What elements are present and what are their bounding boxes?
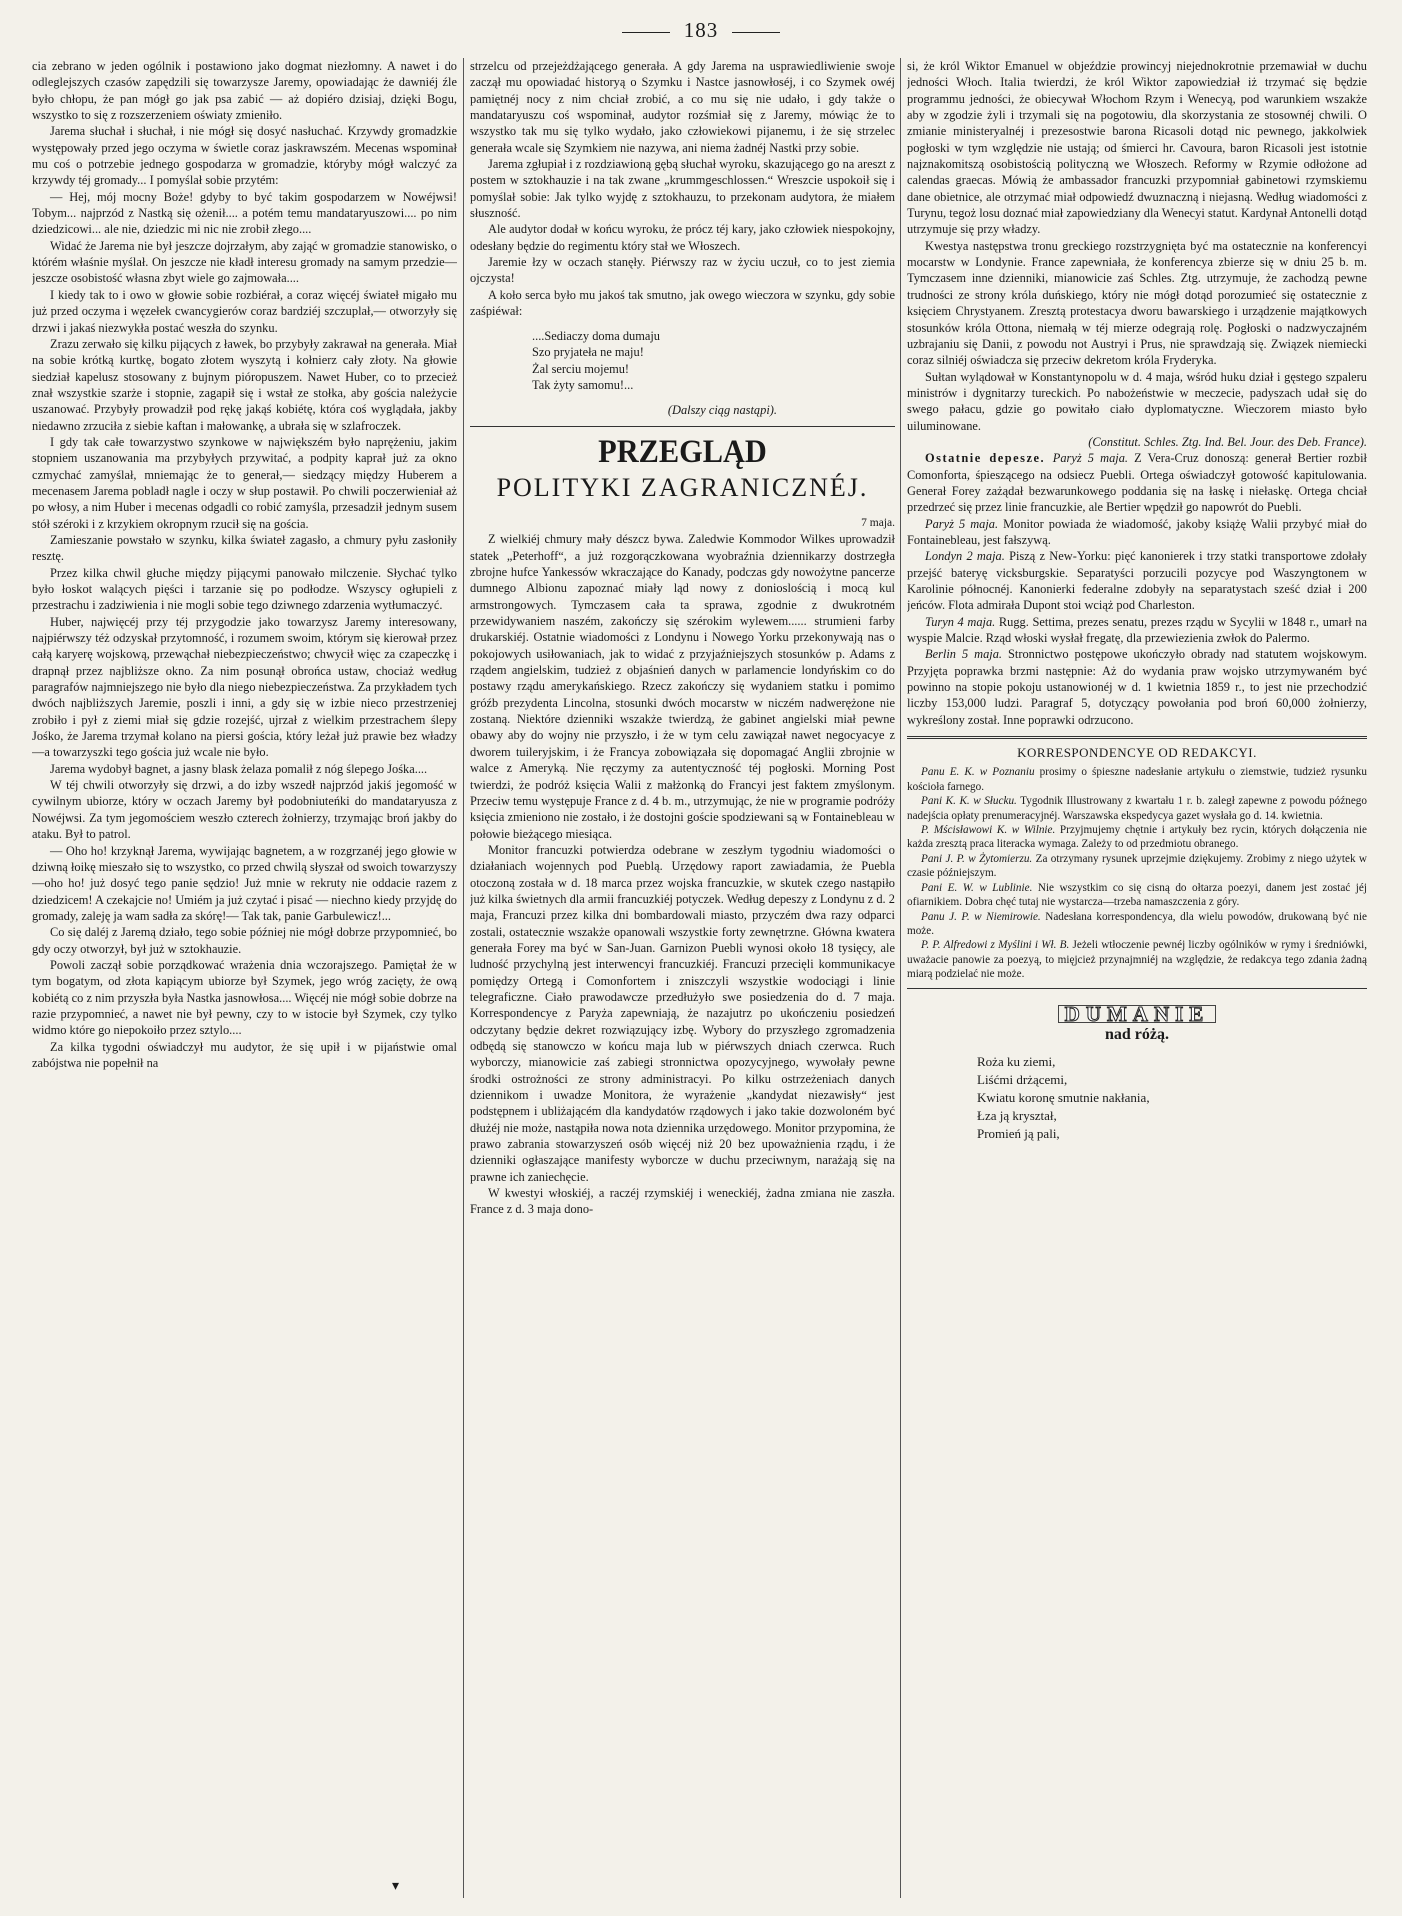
- paragraph: Zrazu zerwało się kilku pijących z ławek, bo przybyły zakrawał na generała. Miał na sobie krótką kurtkę, bogato złotem wyszytą i kołnierz cały złoty. Na głowie siedział kapelusz stosowany z bujnym pióropuszem. Nawet Huber, co to przecież znał wszystkie szarże i stopnie, zagapił się i wstał ze stołka, aby gościa należycie uszanować. Przybyły prowadził pod rękę jakąś kobiétę, która coś wyglądała, jakby niedawno zrzuciła z siebie kaftan i małowankę, a ubrała się w szlafroczek.: [32, 336, 457, 433]
- correspondence-addressee: P. Mścisławowi K. w Wilnie.: [921, 824, 1056, 837]
- correspondence-item: [907, 938, 1367, 981]
- dispatch: [907, 614, 1367, 647]
- correspondence-text: Tygodnik Illustrowany z kwartału 1 r. b. zaległ zapewne z powodu późnego nadejścia opłaty prenumeracyjnéj. Warszawska ekspedycya gazet wysłała go d. 14. kwietnia.: [907, 795, 1367, 822]
- song-line: Żal serciu mojemu!: [532, 361, 630, 376]
- song-line: ....Sediaczy doma dumaju: [532, 328, 661, 343]
- sources-note: (Constitut. Schles. Ztg. Ind. Bel. Jour. des Deb. France).: [1088, 434, 1367, 449]
- dispatches-label: Ostatnie depesze.: [925, 451, 1053, 466]
- paragraph: — Oho ho! krzyknął Jarema, wywijając bagnetem, a w rozgrzanéj jego głowie w dziwną łoikę mieszało się to wszystko, co przed chwilą słyszał od swoich towarzyszy—oho ho! już dosyć tego panie sędzio! Już mnie w rekruty nie oddacie razem z dziedzicem! A czekajcie no! Umiém ja już czytać i pisać — niechno kiedy przyjdę do gromady, zaleję ja wam sadła za skórę!— Tak tak, panie Garbulewicz!...: [32, 843, 457, 923]
- correspondence-item: [907, 765, 1367, 794]
- correspondence-item: [907, 823, 1367, 852]
- paragraph: Widać że Jarema nie był jeszcze dojrzałym, aby zająć w gromadzie stanowisko, o którém właśnie myślał. On jeszcze nie kładł interesu gromady na samym przedzie—jeszcze osobistość własna zbyt wiele go zajmowała....: [32, 238, 457, 286]
- paragraph: si, że król Wiktor Emanuel w objeździe prowincyj niejednokrotnie przemawiał w duchu jedności Włoch. Italia twierdzi, że król Wiktor zapowiedział iż trzymać się będzie programmu jedności, że obiecywał Włochom Rzym i Wenecyą, pod warunkiem wszakże aby w zgodzie żyli i trzymali się na pogotowiu, dla skorzystania ze stosownéj chwili. O zmianie ministeryalnéj i prezesostwie barona Ricasoli dotąd nic pewnego, jakkolwiek pogłoski w tym względzie nie ustają; od śmierci hr. Cavoura, baron Ricasoli jest istotnie najznakomitszą osobistością polityczną we Włoszech. Reformy w Rzymie odłożone ad calendas graecas. Mówią że ambassador francuzki przypomniał gabinetowi rzymskiemu dane obietnice, ale otrzymać miał odpowiedź dwuznaczną i niejasną. Według wiadomości z Turynu, tegoż losu doznać miał zapowiedziany dla Wenecyi statut. Kardynał Antonelli dotąd utrzymuje się przy władzy.: [907, 59, 1367, 237]
- story-column: [32, 58, 457, 1896]
- dispatch-text: Piszą z New-Yorku: pięć kanonierek i trzy statki transportowe zdołały przejść bateryę vicksburgskie. Separatyści porzucili pozycye pod Waszyngtonem w Karolinie północnéj. Kanonierki federalne zdobyły na separatystach sześć dział i 200 jeńców. Flota admirała Dupont stoi wciąż pod Charleston.: [907, 549, 1367, 613]
- review-text-continued: [907, 58, 1367, 434]
- right-column: [907, 58, 1367, 1896]
- dispatch-text: Monitor powiada że wiadomość, jakoby książę Walii przybyć miał do Fontainebleau, jest fałszywą.: [907, 516, 1367, 547]
- dispatch-text: Z Vera-Cruz donoszą: generał Bertier rozbił Comonforta, śpieszącego na odsiecz Puebli. Ortega oświadczył gotowość kapitulowania. Generał Forey zażądał bezwarunkowego poddania się na łaskę i niełaskę. Ortega chciał przedrzeć się przez linie francuzkie, ale Bertier wpędził go napowrót do Puebli.: [907, 451, 1367, 515]
- review-subheadline: POLITYKI ZAGRANICZNÉJ.: [496, 473, 869, 502]
- correspondence-addressee: Panu E. K. w Poznaniu: [921, 766, 1035, 779]
- poem-line: Promień ją pali,: [977, 1126, 1060, 1142]
- poem-line: Roża ku ziemi,: [977, 1054, 1056, 1070]
- poem-line: Kwiatu koronę smutnie nakłania,: [977, 1090, 1150, 1106]
- correspondence-text: Nadesłana korrespondencya, dla wielu powodów, drukowaną być nie może.: [907, 910, 1367, 937]
- correspondence-text: Za otrzymany rysunek uprzejmie dziękujemy. Zrobimy z niego użytek w czasie późniejszym.: [907, 852, 1367, 880]
- song-verse: [532, 328, 895, 394]
- page-number: 183: [0, 18, 1402, 43]
- middle-column: [470, 58, 895, 1896]
- paragraph: Przez kilka chwil głuche między pijącymi panowało milczenie. Słychać tylko było łoskot walących pięści i tarzanie się po podłodze. Wszyscy ogłupieli z przestrachu i zadziwienia i nie mogli sobie tego dziwnego zdarzenia wytłumaczyć.: [32, 565, 457, 613]
- paragraph: A koło serca było mu jakoś tak smutno, jak owego wieczora w szynku, gdy sobie zaśpiéwał:: [470, 287, 895, 319]
- story-continuation: [470, 58, 895, 320]
- paragraph: Jarema zgłupiał i z rozdziawioną gębą słuchał wyroku, skazującego go na areszt z postem w sztokhauzie i na tak zwane „krummgeschlossen.“ Wreszcie uspokoił się i pomyślał sobie: Jak tylko wyjdę z sztokhauzu, to przekonam audytora, że miałem słuszność.: [470, 157, 895, 221]
- correspondence-item: [907, 852, 1367, 881]
- review-headline: PRZEGLĄD: [598, 434, 767, 470]
- paragraph: Z wielkiéj chmury mały dészcz bywa. Zaledwie Kommodor Wilkes uprowadził statek „Peterhoff“, a już rozgorączkowana wyobraźnia dziennikarzy dostrzegła zbrojne hufce Yankessów wkraczające do Kanady, podczas gdy nowożytne pancerze dumnego Albionu zapoznać miały ląd nowy z donioslością i mocą kul armstrongowych. Tymczasem cała ta sprawa, zgodnie z dwukrotném przewidywaniem naszém, zakończy się szérokim wylewem...... strumieni farby drukarskiéj. Ostatnie wiadomości z Londynu i Nowego Yorku przekonywają nas o pokojowych usiłowaniach, jak to widać z przyjaźniejszych stosunków p. Adams z rządem angielskim, tudzież z objaśnień danych w parlamencie londyńskim co do postawy rządu amerykańskiego. Rzecz zakończy się wydaniem statku i pomimo gróźb prezydenta Lincolna, stosunki dwóch mocarstw w niczém nadwerężone nie zostaną. Niektóre dzienniki wszakże twierdzą, że gabinet angielski miał pewne obawy aby do wojny nie przyszło, i że w tym celu zawiązał nawet negocyacye z dworem tuileryjskim, i że Francya zobowiązała się dopomagać Anglii zbrojnie w walce z Ameryką. Nie ręczymy za autentyczność téj pogłoski. Morning Post twierdzi, że podróż księcia Walii z małżonką do Francyi jest faktem zmyślonym. Przeciw temu występuje France z d. 4 b. m., utrzymując, że nie w programie podróży księcia zmieniono nie zostało, i że dostojni goście spodziewani są w Fontainebleau w połowie bieżącego miesiąca.: [470, 532, 895, 841]
- paragraph: W kwestyi włoskiéj, a raczéj rzymskiéj i weneckiéj, żadna zmiana nie zaszła. France z d. 3 maja dono-: [470, 1186, 895, 1217]
- dispatches-section: [907, 450, 1367, 728]
- dispatch-dateline: Paryż 5 maja.: [925, 516, 999, 531]
- column-rule: [463, 58, 464, 1898]
- dispatch-dateline: Londyn 2 maja.: [925, 549, 1005, 564]
- paragraph: Huber, najwięcéj przy téj przygodzie jako towarzysz Jaremy interesowany, najpiérwszy téż odzyskał przytomność, i rozumem swoim, którym się kierował przez całą karyerę wojskową, przewąchał niebezpieczeństwo; chwycił więc za czapeczkę i drapnął przez najbliższe okno. Za nim posunął obrońca ustaw, chociaż według paragrafów najmniejszego nie było dla niego niebezpieczeństwa. Za przykładem tych dwóch najbliższych Jaremie, poszli i inni, a gdy się w izbie nieco przestrzenie̜j zrobiło i pył z ziemi miał się gdzie rozejść, ujrzał z wielkim przestrachem ślepy Jośko, że Jarema trzymał kolano na piersi gościa, który leżał już prawie bez władzy—a towarzyszki tego gościa już wcale nie było.: [32, 614, 457, 760]
- correspondence-text: Nie wszystkim co się cisną do ołtarza poezyi, danem jest zostać jéj ofiarnikiem. Dobra chęć tutaj nie wystarcza—trzeba namaszczenia z góry.: [907, 881, 1367, 909]
- printer-mark: ▾: [392, 1879, 400, 1894]
- correspondence-list: [907, 765, 1367, 981]
- song-line: Tak żyty samomu!...: [532, 378, 634, 392]
- song-line: Szo pryjateła ne maju!: [532, 345, 644, 359]
- paragraph: Kwestya następstwa tronu greckiego rozstrzygnięta być ma ostatecznie na konferencyi mocarstw w Londynie. France zapewniała, że konferencya zbierze się w dniu 25 b. m. Tymczasem inne dzienniki, mianowicie zaś Schles. Ztg. utrzymuje, że zachodzą pewne trudności ze strony króla duńskiego, który nie mógł dotąd porozumieć się ostatecznie z księciem Chrystyanem. Zresztą protestacya dworu bawarskiego i urządzenie majątkowych stosunków króla Ottona, niemałą w téj mierze odegrają rolę. Pogłoski o nadzwyczajném uzbrajaniu się Danii, z powodu not Austryi i Prus, nie sprawdzają się. Związek niemiecki coraz silniéj oświadcza się przeciw dekretom króla Fryderyka.: [907, 238, 1367, 368]
- dispatch-text: Stronnictwo postępowe ukończyło obrady nad statutem wojskowym. Przyjęta poprawka brzmi następnie: Aż do wydania praw wojsko utrzymywaném być powinno na stopie pokoju ustanowionéj w d. 1 kwietnia 1859 r., to jest nie przechodzić liczby 153,000 ludzi. Paragraf 5, dotyczący powołania pod broń 60,000 żołnierzy, wykreślony został. Inne poprawki odrzucono.: [907, 647, 1367, 727]
- poem-line: Liśćmi drżącemi,: [977, 1072, 1068, 1088]
- paragraph: Jaremie łzy w oczach stanęły. Piérwszy raz w życiu uczuł, co to jest ziemia ojczysta!: [470, 255, 895, 286]
- poem-subtitle: nad różą.: [1105, 1025, 1169, 1043]
- correspondence-item: [907, 881, 1367, 910]
- correspondence-addressee: Pani J. P. w Żytomierzu.: [921, 852, 1033, 865]
- dispatch-dateline: Berlin 5 maja.: [925, 647, 1003, 662]
- paragraph: — Hej, mój mocny Boże! gdyby to być takim gospodarzem w Nowéjwsi! Tobym... najprzód z Nastką się ożenił.... a potém temu mandataryuszowi.... po nim dziedzicowi... ale nie, dziedzic mi nic nie zrobił złego....: [32, 189, 457, 237]
- paragraph: Jarema słuchał i słuchał, i nie mógł się dosyć nasłuchać. Krzywdy gromadzkie występowały przed jego oczyma w świetle coraz jaskrawszém. Mecenas wspominał mu coś o potrzebie jednego gospodarza w gromadzie, któryby mógł walczyć za krzywdy téj gromady... I pomyślał sobie przytém:: [32, 124, 457, 188]
- column-rule: [900, 58, 901, 1898]
- paragraph: cia zebrano w jeden ogólnik i postawiono jako dogmat niezłomny. A nawet i do odleglejszych czasów zapędzili się towarzysze Jaremy, opowiadając że dawniéj źle było chłopu, że pan mógł go jak psa zabić — aż dopiéro dzisiaj, dzięki Bogu, wszystko to się z rozszerzeniem oświaty zmieniło.: [32, 59, 457, 123]
- dispatch-dateline: Turyn 4 maja.: [925, 614, 996, 629]
- dispatch: [907, 548, 1367, 613]
- review-text: [470, 531, 895, 1217]
- paragraph: I kiedy tak to i owo w głowie sobie rozbiérał, a coraz więcéj świateł migało mu już przed oczyma i węzełek cwancygierów coraz bardziéj szczuplał,— otworzyły się drzwi i jakaś niezwykła postać weszła do szynku.: [32, 287, 457, 335]
- paragraph: Sułtan wylądował w Konstantynopolu w d. 4 maja, wśród huku dział i gęstego szpaleru ministrów i dygnitarzy tureckich. Po nabożeństwie w meczecie, padyszach udał się do swego pałacu, gdzie go powitało ciało dyplomatyczne. Wieczorem miasto było uiluminowane.: [907, 369, 1367, 433]
- dispatch: [907, 450, 1367, 515]
- paragraph: Monitor francuzki potwierdza odebrane w zeszłym tygodniu wiadomości o działaniach wojennych pod Pueblą. Urzędowy raport zawiadamia, że Puebla otoczoną została w d. 18 marca przez wojska francuzkie, w skutek czego nastąpiło już kilka świetnych dla armii francuzkiéj potyczek. Według depeszy z Londynu z d. 2 maja, Francuzi przez kilka dni bombardowali miasto, przyczém dwa razy odparci zostali, ostatecznie wszakże opanowali wszystkie forty zewnętrzne. Główna kwatera generała Forey ma być w San-Juan. Garnizon Puebli wynosi około 18 tysięcy, ale ludność przychylną jest interwencyi francuzkiéj. Francuzi przecięli kommunikacye pomiędzy Ortegą i Comonfortem i zniszczyli wszystkie wodociągi i linie telegraficzne. Ciało prawodawcze przedłużyło swe posiedzenia do d. 7 maja. Korrespondencye z Paryża zapewniają, że nazajutrz po ukończeniu posiedzeń odczytany będzie dekret rozwiązujący izbę. Wybory do przyszłego zgromadzenia odbędą się stanowczo w końcu maja lub w piérwszych dniach czerwca. Ruch wyborczy, mianowicie zaś zabiegi stronnictwa opozycyjnego, wywołały pewne środki ostrożności ze strony administracyi. Po kilku ostrzeżeniach danych dziennikom i uwadze Monitora, że wyrażenie „kandydat niezawisły“ jest podstępnem i ubliżającém dla kandydatów rządowych i jako takie dozwoloném być dłużéj nie może, nastąpiła nowa nota dziennika urzędowego. Monitor przypomina, że prawo zabrania stowarzyszeń osób więcéj niż 20 bez upoważnienia rządu, i że dzienniki ogłaszające manifesty wyborcze w duchu przeciwnym, narażają się na prawne ich zaniechęcie.: [470, 842, 895, 1184]
- poem: [977, 1053, 1367, 1143]
- paragraph: Powoli zaczął sobie porządkować wrażenia dnia wczorajszego. Pamiętał że w tym bogatym, od złota kapiącym ubiorze był Szymek, jego wróg zacięty, że ową kobiétą co z nim przyszła była Nastka jasnowłosa.... Więcéj nie mógł sobie dobrze na razie przypomnieć, a nawet nie był pewny, czy to w istocie był Szymek, czy tylko widmo które go niepokoiło przez sztylo....: [32, 957, 457, 1038]
- correspondence-item: [907, 910, 1367, 939]
- dispatch-text: Rugg. Settima, prezes senatu, prezes rządu w Sycylii w 1848 r., umarł na wyspie Malcie. Rząd włoski wysłał fregatę, dla przewiezienia zwłok do Palermo.: [907, 614, 1367, 646]
- poem-line: Łza ją kryształ,: [977, 1108, 1057, 1124]
- paragraph: W téj chwili otworzyły się drzwi, a do izby wszedł najprzód jakiś jegomość w cywilnym ubiorze, który w oczach Jaremy był podobniuteńki do mandataryusza z Nowéjwsi. Za tym jegomościem weszło czterech żołnierzy, trzymając broń jakby do ataku. Był to patrol.: [32, 778, 457, 842]
- paragraph: strzelcu od przejeżdżającego generała. A gdy Jarema na usprawiedliwienie swoje zaczął mu opowiadać historyą o Szymku i Nastce jasnowłoséj, i co Szymek owéj pamiętnéj nocy z nim chciał zrobić, a co mu się nie udało, i gdy także o mandataryuszu coś wspominał, audytor rozśmiał się z Jaremy, mówiąc że to wszystko tak mu się tylko wydało, jako człowiekowi pijanemu, i że się strzelec generała wcale się Szymkiem nie nazywa, ani niema żadnéj Nastki przy sobie.: [470, 59, 895, 155]
- paragraph: Ale audytor dodał w końcu wyroku, że prócz téj kary, jako człowiek niespokojny, odesłany będzie do regimentu który stał we Włoszech.: [470, 222, 895, 253]
- paragraph: Co się daléj z Jaremą działo, tego sobie później nie mógł dobrze przypomnieć, bo gdy oczy otworzył, był już w sztokhauzie.: [32, 925, 457, 956]
- paragraph: Zamieszanie powstało w szynku, kilka świateł zagasło, a chmury pyłu zasłoniły resztę.: [32, 532, 457, 564]
- correspondence-addressee: P. P. Alfredowi z Myślini i Wł. B.: [921, 939, 1070, 952]
- dispatch-dateline: Paryż 5 maja.: [1052, 451, 1129, 466]
- correspondence-addressee: Pani K. K. w Słucku.: [921, 795, 1017, 808]
- review-date: 7 maja.: [861, 517, 895, 529]
- correspondence-addressee: Panu J. P. w Niemirowie.: [921, 910, 1041, 923]
- paragraph: I gdy tak całe towarzystwo szynkowe w największém było naprężeniu, jakim stopniem uszanowania ma przybyłych przywitać, a podpity kaprał już za okno czmychać zamyślał, mniemając że to generał,— siedzący między Huberem a mecenasem Jarema pobladł nagle i oczy w słup postawił. Po chwili poczerwieniał aż po włosy, a nim Huber i mecenas odgadli co robić zamyśla, przesadził jednym susem stół széroki i z krzykiem okropnym rzucił się na gościa.: [32, 434, 457, 531]
- correspondence-text: Jeżeli wtłoczenie pewnéj liczby ogólników w rymy i średniówki, uważacie panowie za poezyą, to mięjcież przynajmniéj na względzie, że redakcya tego zdania żadną miarą podzielać nie może.: [907, 939, 1367, 981]
- dispatch: [907, 516, 1367, 549]
- correspondence-text: Przyjmujemy chętnie i artykuły bez rycin, których dołączenia nie każda zresztą praca literacka wymaga. Zależy to od przedmiotu obranego.: [907, 824, 1367, 851]
- correspondence-item: [907, 794, 1367, 823]
- poem-title: DUMANIE: [1058, 1005, 1217, 1023]
- paragraph: Za kilka tygodni oświadczył mu audytor, że się upił i w pijaństwie omal zabójstwa nie popełnił na: [32, 1039, 457, 1070]
- dispatch: [907, 646, 1367, 728]
- continued-note: (Dalszy ciąg nastąpi).: [667, 402, 777, 417]
- correspondence-text: prosimy o śpieszne nadesłanie artykułu o ziemstwie, tudzież rysunku kościoła farnego.: [907, 766, 1367, 793]
- correspondence-addressee: Pani E. W. w Lublinie.: [921, 881, 1033, 894]
- correspondence-heading: KORRESPONDENCYE OD REDAKCYI.: [1017, 745, 1257, 761]
- paragraph: Jarema wydobył bagnet, a jasny blask żelaza pomalił z nóg ślepego Jośka....: [50, 761, 428, 776]
